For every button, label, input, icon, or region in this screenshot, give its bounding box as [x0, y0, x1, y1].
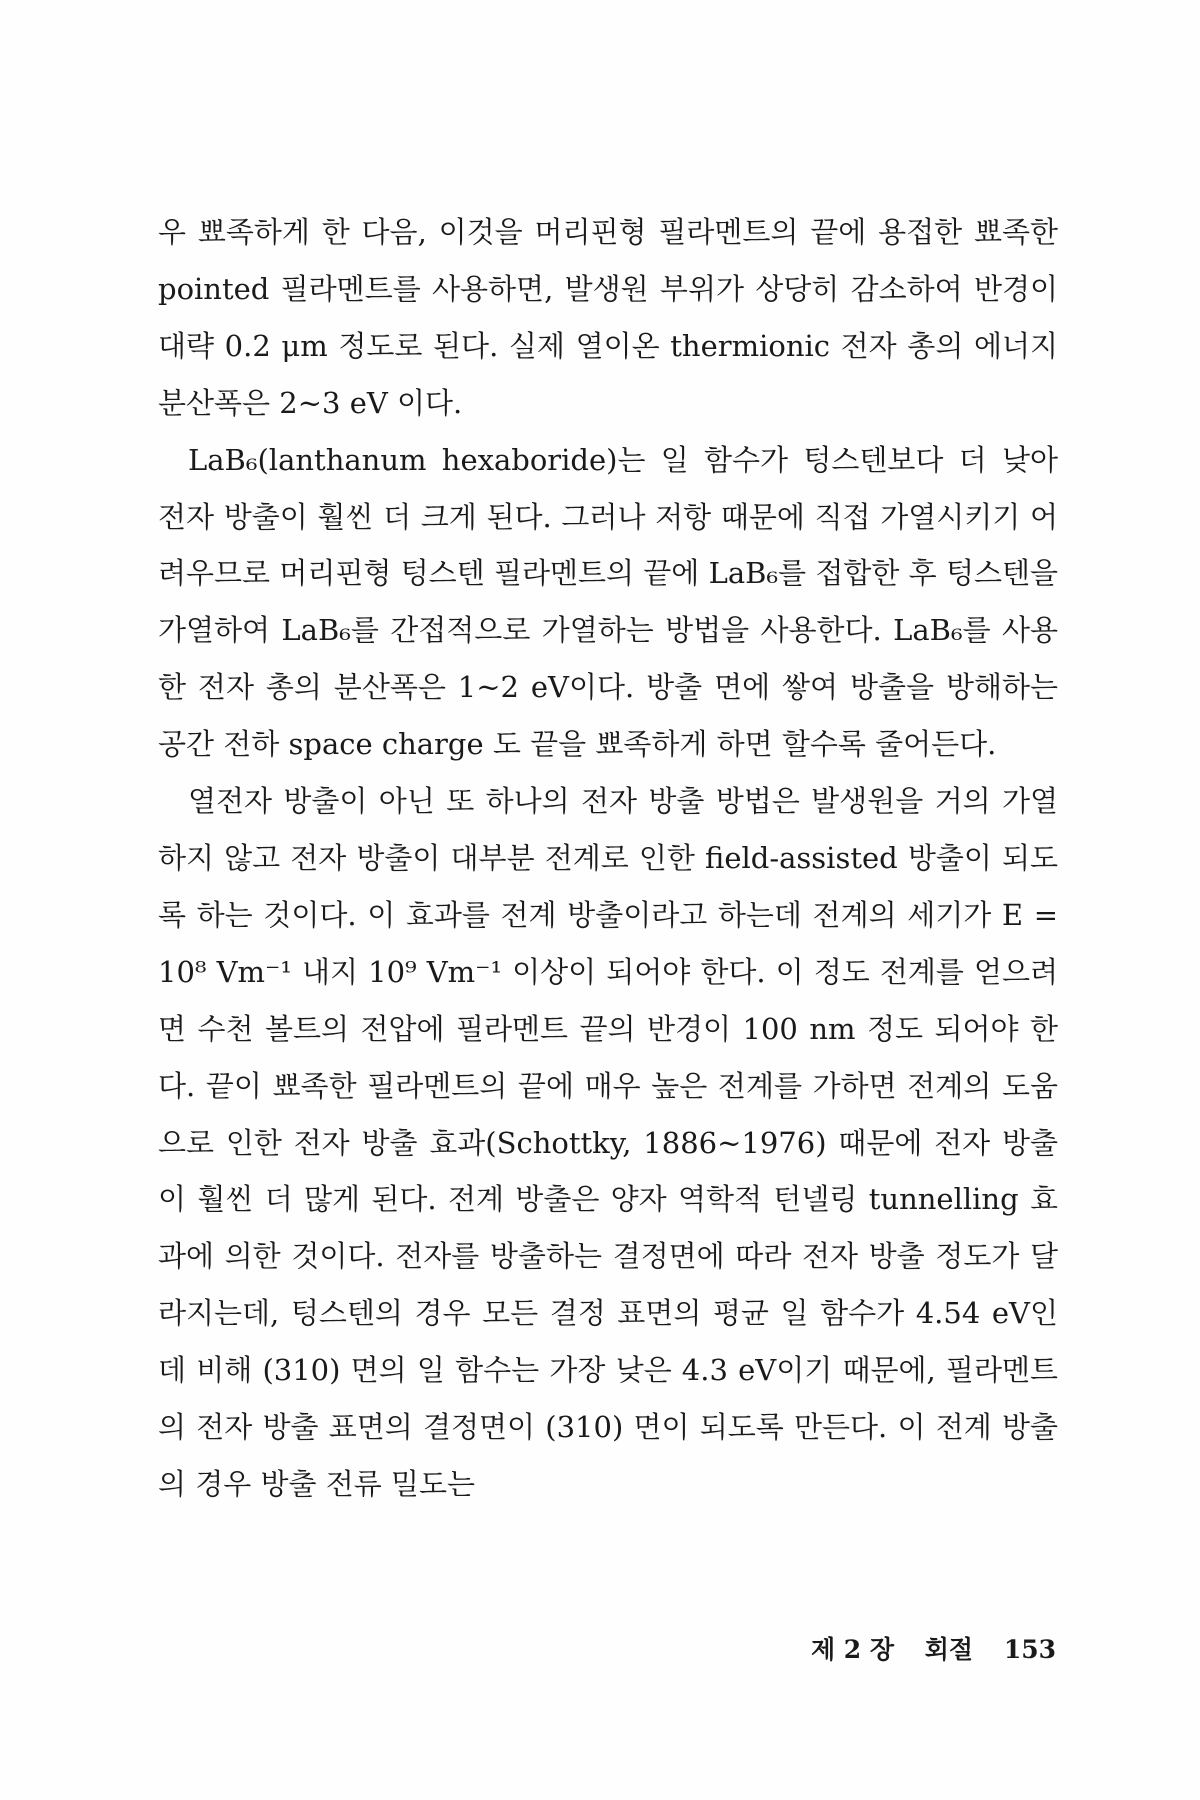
- chapter-label: 제 2 장: [810, 1635, 895, 1664]
- paragraph-1: 우 뾰족하게 한 다음, 이것을 머리핀형 필라멘트의 끝에 용접한 뾰족한 pointed 필라멘트를 사용하면, 발생원 부위가 상당히 감소하여 반경이 대략 0.2 μm 정도로 된다. 실제 열이온 thermionic 전자 총의 에너지 분산폭은 2~3 eV 이다.: [158, 215, 1058, 420]
- page-number: 153: [1003, 1635, 1056, 1664]
- paragraph-3: 열전자 방출이 아닌 또 하나의 전자 방출 방법은 발생원을 거의 가열하지 않고 전자 방출이 대부분 전계로 인한 field-assisted 방출이 되도록 하는 것이다. 이 효과를 전계 방출이라고 하는데 전계의 세기가 E = 10⁸ Vm⁻¹ 내지 10⁹ Vm⁻¹ 이상이 되어야 한다. 이 정도 전계를 얻으려면 수천 볼트의 전압에 필라멘트 끝의 반경이 100 nm 정도 되어야 한다. 끝이 뾰족한 필라멘트의 끝에 매우 높은 전계를 가하면 전계의 도움으로 인한 전자 방출 효과(Schottky, 1886~1976) 때문에 전자 방출이 훨씬 더 많게 된다. 전계 방출은 양자 역학적 턴넬링 tunnelling 효과에 의한 것이다. 전자를 방출하는 결정면에 따라 전자 방출 정도가 달라지는데, 텅스텐의 경우 모든 결정 표면의 평균 일 함수가 4.54 eV인데 비해 (310) 면의 일 함수는 가장 낮은 4.3 eV이기 때문에, 필라멘트의 전자 방출 표면의 결정면이 (310) 면이 되도록 만든다. 이 전계 방출의 경우 방출 전류 밀도는: [158, 784, 1058, 1501]
- body-text: [158, 204, 1058, 1513]
- section-title: 회절: [924, 1635, 974, 1664]
- paragraph-2: LaB₆(lanthanum hexaboride)는 일 함수가 텅스텐보다 더 낮아 전자 방출이 훨씬 더 크게 된다. 그러나 저항 때문에 직접 가열시키기 어려우므로 머리핀형 텅스텐 필라멘트의 끝에 LaB₆를 접합한 후 텅스텐을 가열하여 LaB₆를 간접적으로 가열하는 방법을 사용한다. LaB₆를 사용한 전자 총의 분산폭은 1~2 eV이다. 방출 면에 쌓여 방출을 방해하는 공간 전하 space charge 도 끝을 뾰족하게 하면 할수록 줄어든다.: [158, 442, 1058, 762]
- page-footer: [811, 1630, 1056, 1666]
